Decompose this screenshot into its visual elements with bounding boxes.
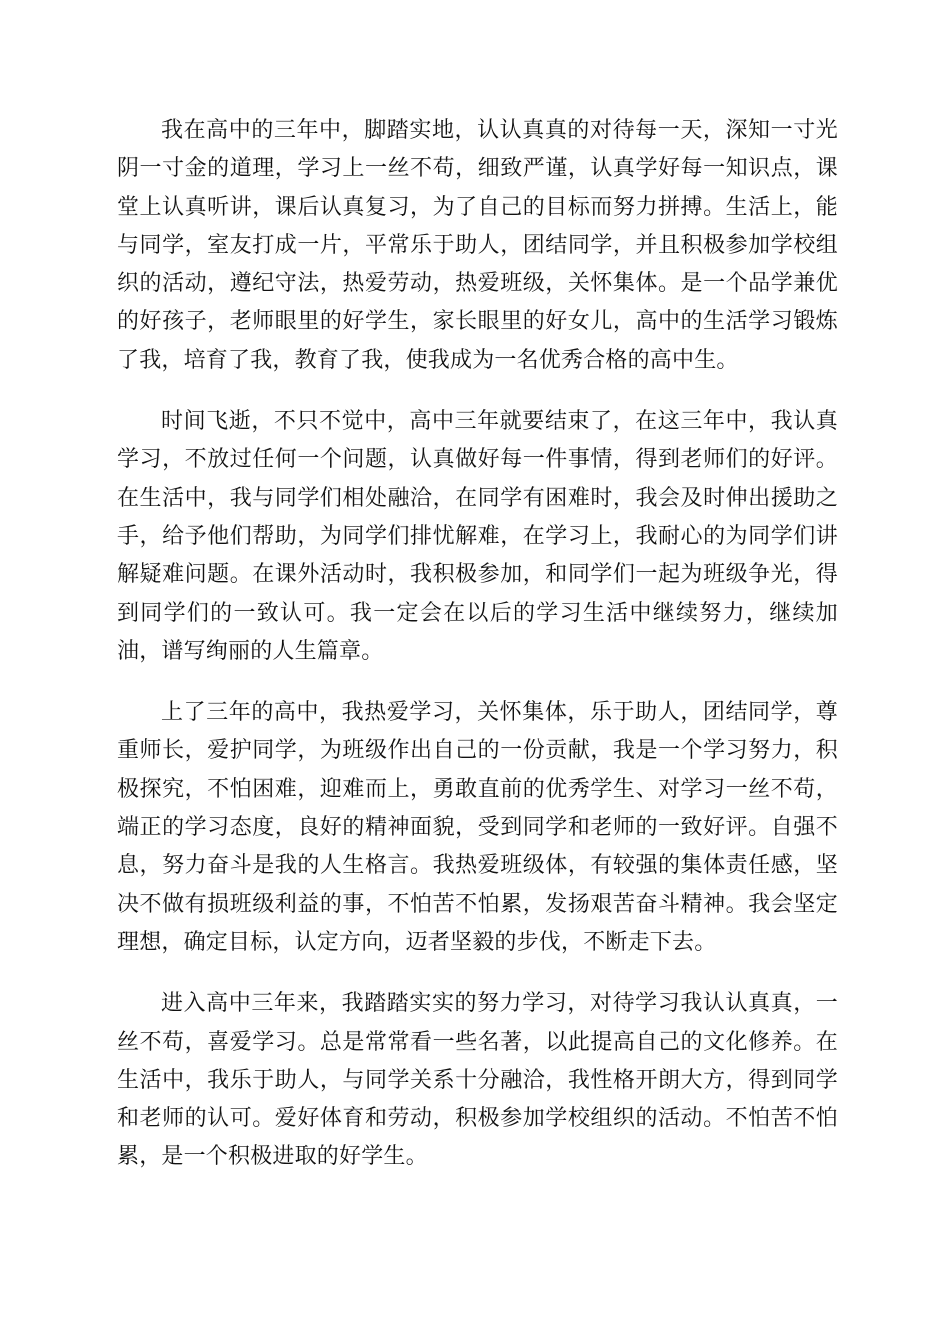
paragraph-4: 进入高中三年来，我踏踏实实的努力学习，对待学习我认认真真，一丝不苟，喜爱学习。总是常常看一些名著，以此提高自己的文化修养。在生活中，我乐于助人，与同学关系十分融洽，我性格开朗大方，得到同学和老师的认可。爱好体育和劳动，积极参加学校组织的活动。不怕苦不怕累，是一个积极进取的好学生。 [117, 991, 838, 1170]
paragraph-2: 时间飞逝，不只不觉中，高中三年就要结束了，在这三年中，我认真学习，不放过任何一个问题，认真做好每一件事情，得到老师们的好评。在生活中，我与同学们相处融洽，在同学有困难时，我会及时伸出援助之手，给予他们帮助，为同学们排忧解难，在学习上，我耐心的为同学们讲解疑难问题。在课外活动时，我积极参加，和同学们一起为班级争光，得到同学们的一致认可。我一定会在以后的学习生活中继续努力，继续加油，谱写绚丽的人生篇章。 [117, 409, 838, 664]
paragraph-3: 上了三年的高中，我热爱学习，关怀集体，乐于助人，团结同学，尊重师长，爱护同学，为班级作出自己的一份贡献，我是一个学习努力，积极探究，不怕困难，迎难而上，勇敢直前的优秀学生、对学习一丝不苟，端正的学习态度，良好的精神面貌，受到同学和老师的一致好评。自强不息，努力奋斗是我的人生格言。我热爱班级体，有较强的集体责任感，坚决不做有损班级利益的事，不怕苦不怕累，发扬艰苦奋斗精神。我会坚定理想，确定目标，认定方向，迈者坚毅的步伐，不断走下去。 [117, 700, 838, 955]
paragraph-1: 我在高中的三年中，脚踏实地，认认真真的对待每一天，深知一寸光阴一寸金的道理，学习上一丝不苟，细致严谨，认真学好每一知识点，课堂上认真听讲，课后认真复习，为了自己的目标而努力拼搏。生活上，能与同学，室友打成一片，平常乐于助人，团结同学，并且积极参加学校组织的活动，遵纪守法，热爱劳动，热爱班级，关怀集体。是一个品学兼优的好孩子，老师眼里的好学生，家长眼里的好女儿，高中的生活学习锻炼了我，培育了我，教育了我，使我成为一名优秀合格的高中生。 [117, 118, 838, 373]
